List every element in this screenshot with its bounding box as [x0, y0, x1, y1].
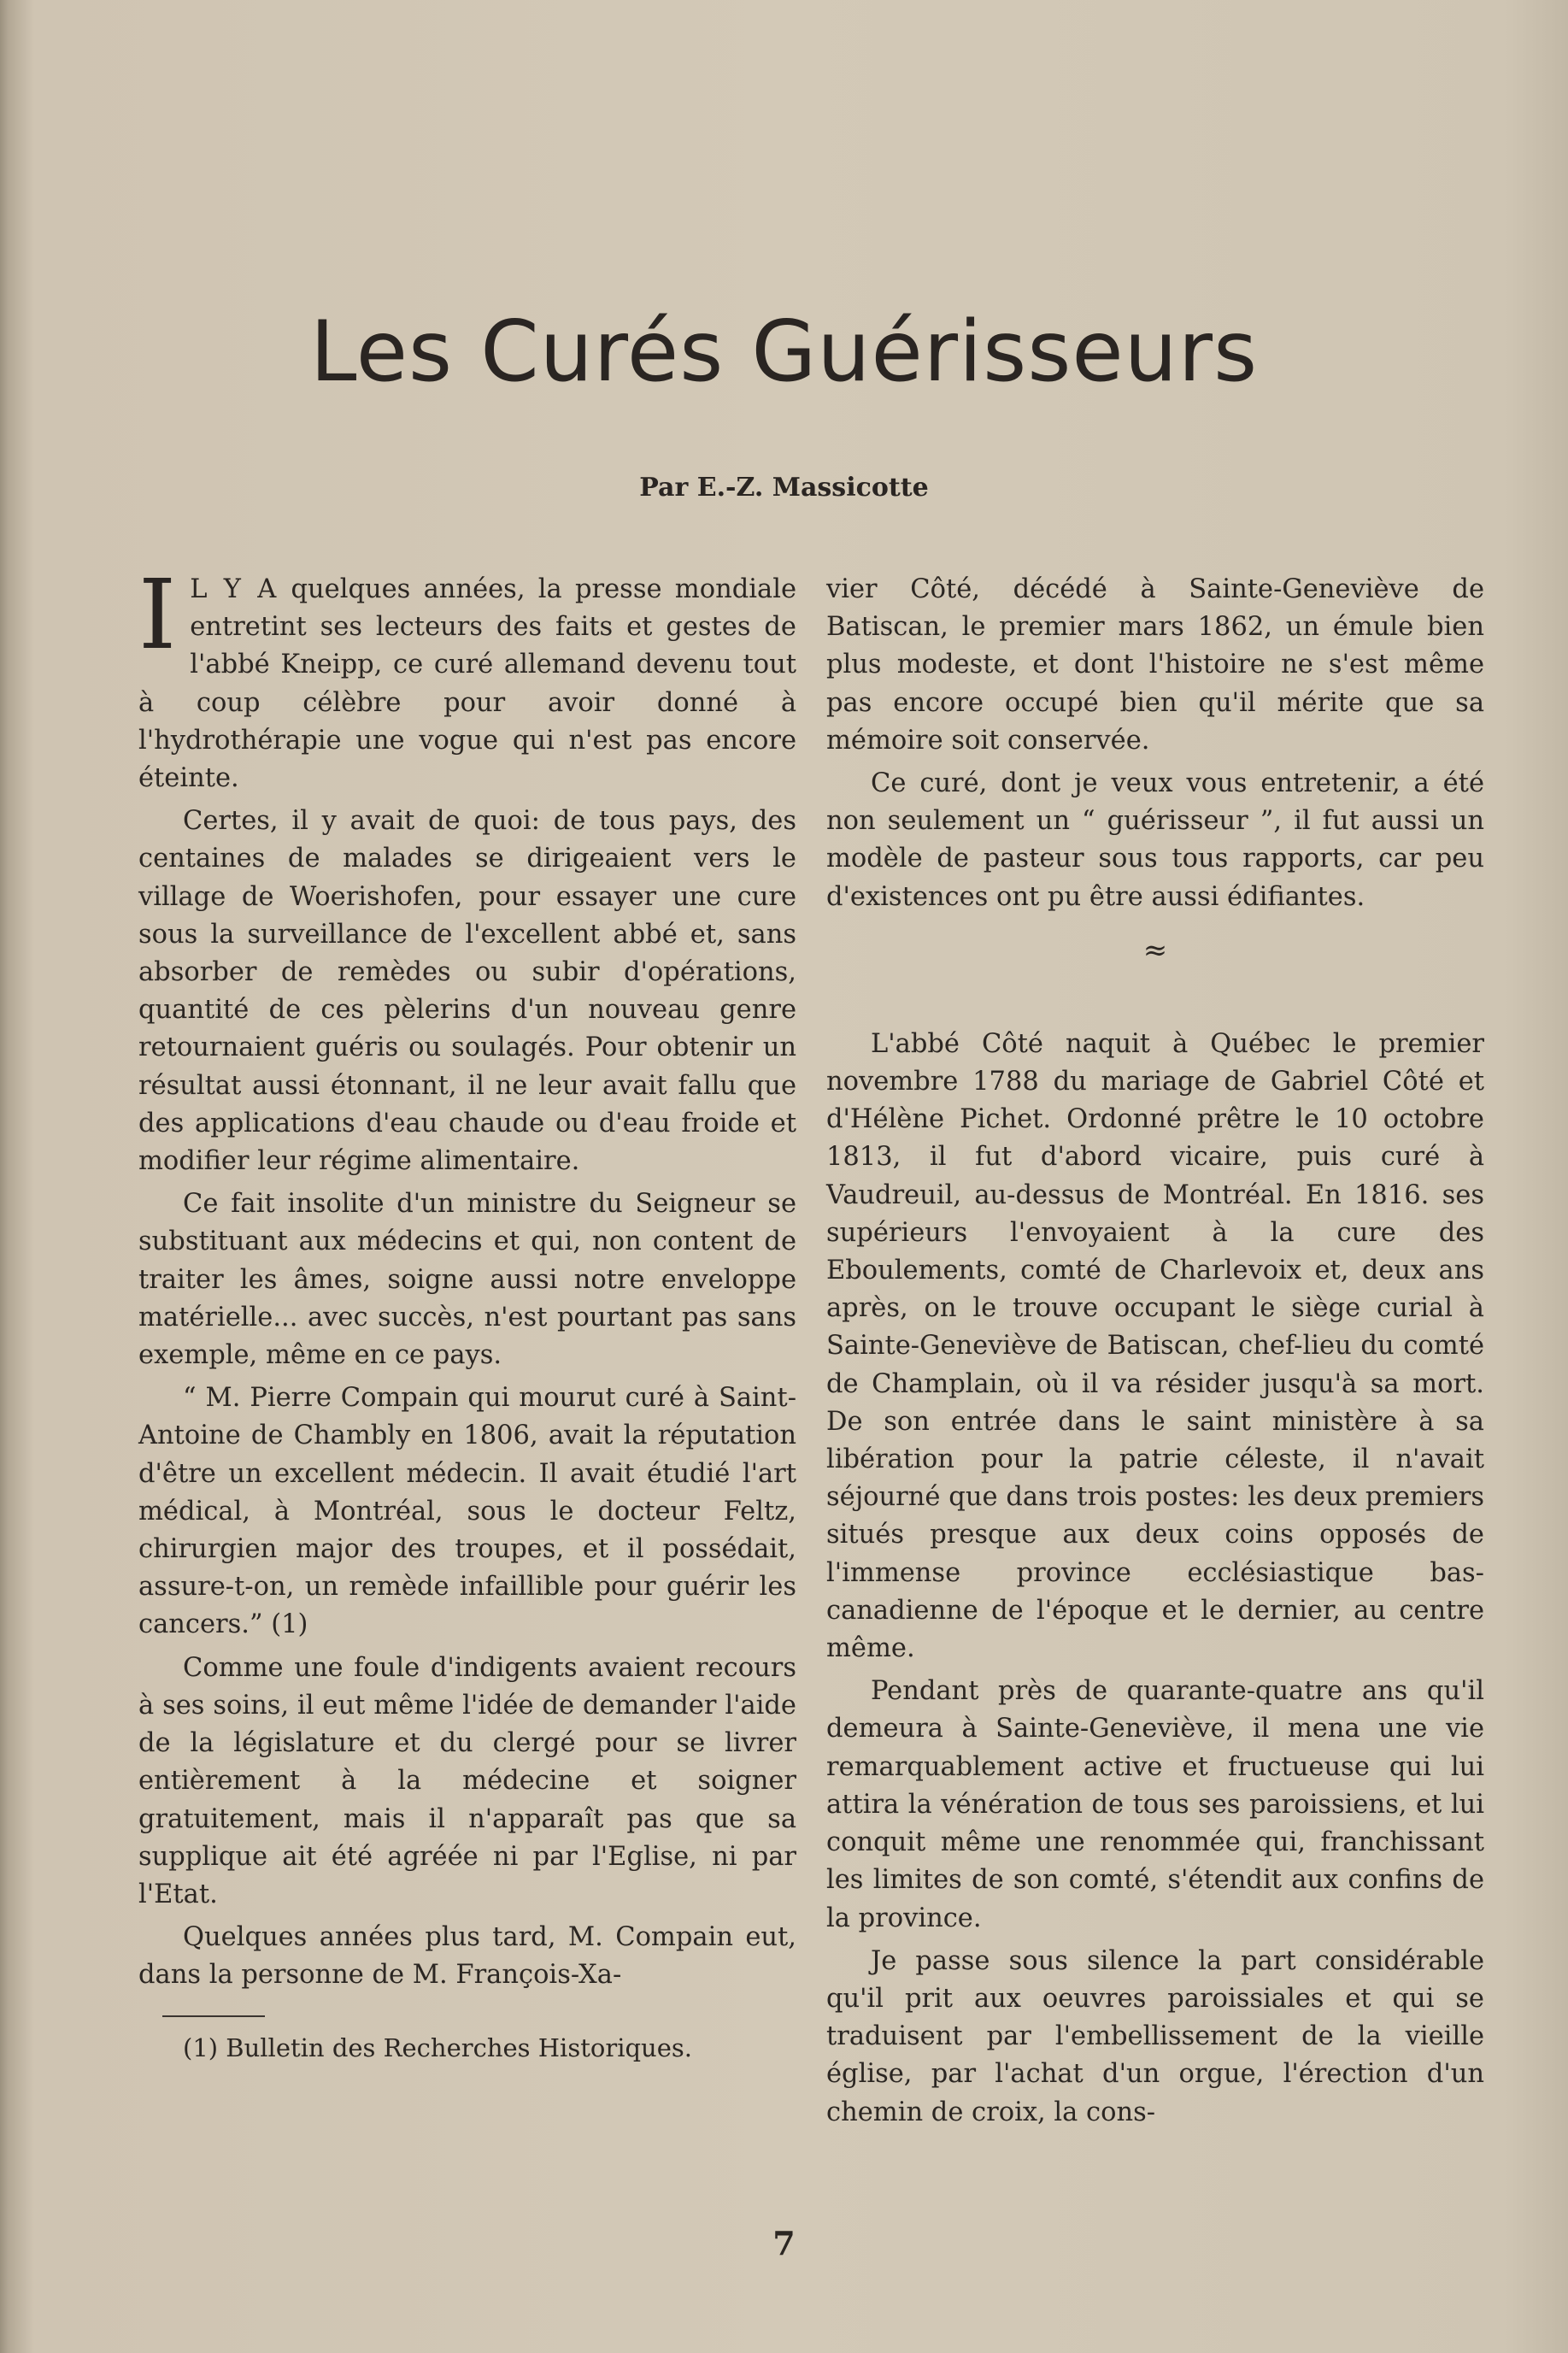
left-column	[138, 560, 796, 2065]
page-number: 7	[772, 2224, 796, 2262]
footnote-divider	[162, 2015, 265, 2017]
paragraph: Comme une foule d'indigents avaient recours à ses soins, il eut même l'idée de demander l'aide de la législature et du clergé pour se livrer entièrement à la médecine et soigner gratuitement, mais il n'apparaît pas que sa supplique ait été agréée ni par l'Eglise, ni par l'Etat.	[138, 1652, 796, 1909]
paragraph: Certes, il y avait de quoi: de tous pays, des centaines de malades se dirigeaient vers le village de Woerishofen, pour essayer une cure sous la surveillance de l'excellent abbé et, sans absorber de remèdes ou subir d'opérations, quantité de ces pèlerins d'un nouveau genre retournaient guéris ou soulagés. Pour obtenir un résultat aussi étonnant, il ne leur avait fallu que des applications d'eau chaude ou d'eau froide et modifier leur régime alimentaire.	[138, 806, 796, 1177]
paragraph-text: quelques années, la presse mondiale entretint ses lecteurs des faits et gestes de l'abbé Kneipp, ce curé allemand devenu tout à coup célèbre pour avoir donné à l'hydrothérapie une vogue qui n'est pas encore éteinte.	[138, 574, 796, 794]
paragraph: Ce curé, dont je veux vous entretenir, a été non seulement un “ guérisseur ”, il fut aussi un modèle de pasteur sous tous rapports, car peu d'existences ont pu être aussi édifiantes.	[826, 768, 1484, 912]
footnote: (1) Bulletin des Recherches Historiques.	[183, 2032, 692, 2062]
paragraph	[138, 560, 796, 797]
paragraph: Quelques années plus tard, M. Compain eut, dans la personne de M. François-Xa-	[138, 1922, 796, 1991]
byline	[0, 473, 1568, 503]
article-title: Les Curés Guérisseurs	[309, 303, 1259, 401]
paragraph: Je passe sous silence la part considérable qu'il prit aux oeuvres paroissiales et qui se traduisent par l'embellissement de la vieille église, par l'achat d'un orgue, l'érection d'un chemin de croix, la cons-	[826, 1945, 1484, 2127]
paragraph: vier Côté, décédé à Sainte-Geneviève de Batiscan, le premier mars 1862, un émule bien plus modeste, et dont l'histoire ne s'est même pas encore occupé bien qu'il mérite que sa mémoire soit conservée.	[826, 574, 1484, 756]
paragraph: Pendant près de quarante-quatre ans qu'il demeura à Sainte-Geneviève, il mena une vie remarquablement active et fructueuse qui lui attira la vénération de tous ses paroissiens, et lui conquit même une renommée qui, franchissant les limites de son comté, s'étendit aux confins de la province.	[826, 1676, 1484, 1933]
author-name: E.-Z. Massicotte	[696, 473, 929, 503]
paragraph: L'abbé Côté naquit à Québec le premier novembre 1788 du mariage de Gabriel Côté et d'Hélène Pichet. Ordonné prêtre le 10 octobre 1813, il fut d'abord vicaire, puis curé à Vaudreuil, au-dessus de Montréal. En 1816. ses supérieurs l'envoyaient à la cure des Eboulements, comté de Charlevoix et, deux ans après, on le trouve occupant le siège curial à Sainte-Geneviève de Batiscan, chef-lieu du comté de Champlain, où il va résider jusqu'à sa mort. De son entrée dans le saint ministère à sa libération pour la patrie céleste, il n'avait séjourné que dans trois postes: les deux premiers situés presque aux deux coins opposés de l'immense province ecclésiastique bas-canadienne de l'époque et le dernier, au centre même.	[826, 1028, 1484, 1664]
byline-prefix: Par	[639, 473, 689, 503]
right-column	[826, 571, 1484, 2132]
section-ornament: ≈	[1142, 932, 1168, 968]
opening-words: L Y A	[190, 574, 279, 604]
drop-cap: I	[138, 560, 177, 671]
paragraph: Ce fait insolite d'un ministre du Seigneur se substituant aux médecins et qui, non content de traiter les âmes, soigne aussi notre enveloppe matérielle... avec succès, n'est pourtant pas sans exemple, même en ce pays.	[138, 1189, 796, 1371]
paragraph: “ M. Pierre Compain qui mourut curé à Saint-Antoine de Chambly en 1806, avait la réputation d'être un excellent médecin. Il avait étudié l'art médical, à Montréal, sous le docteur Feltz, chirurgien major des troupes, et il possédait, assure-t-on, un remède infaillible pour guérir les cancers.” (1)	[138, 1383, 796, 1640]
